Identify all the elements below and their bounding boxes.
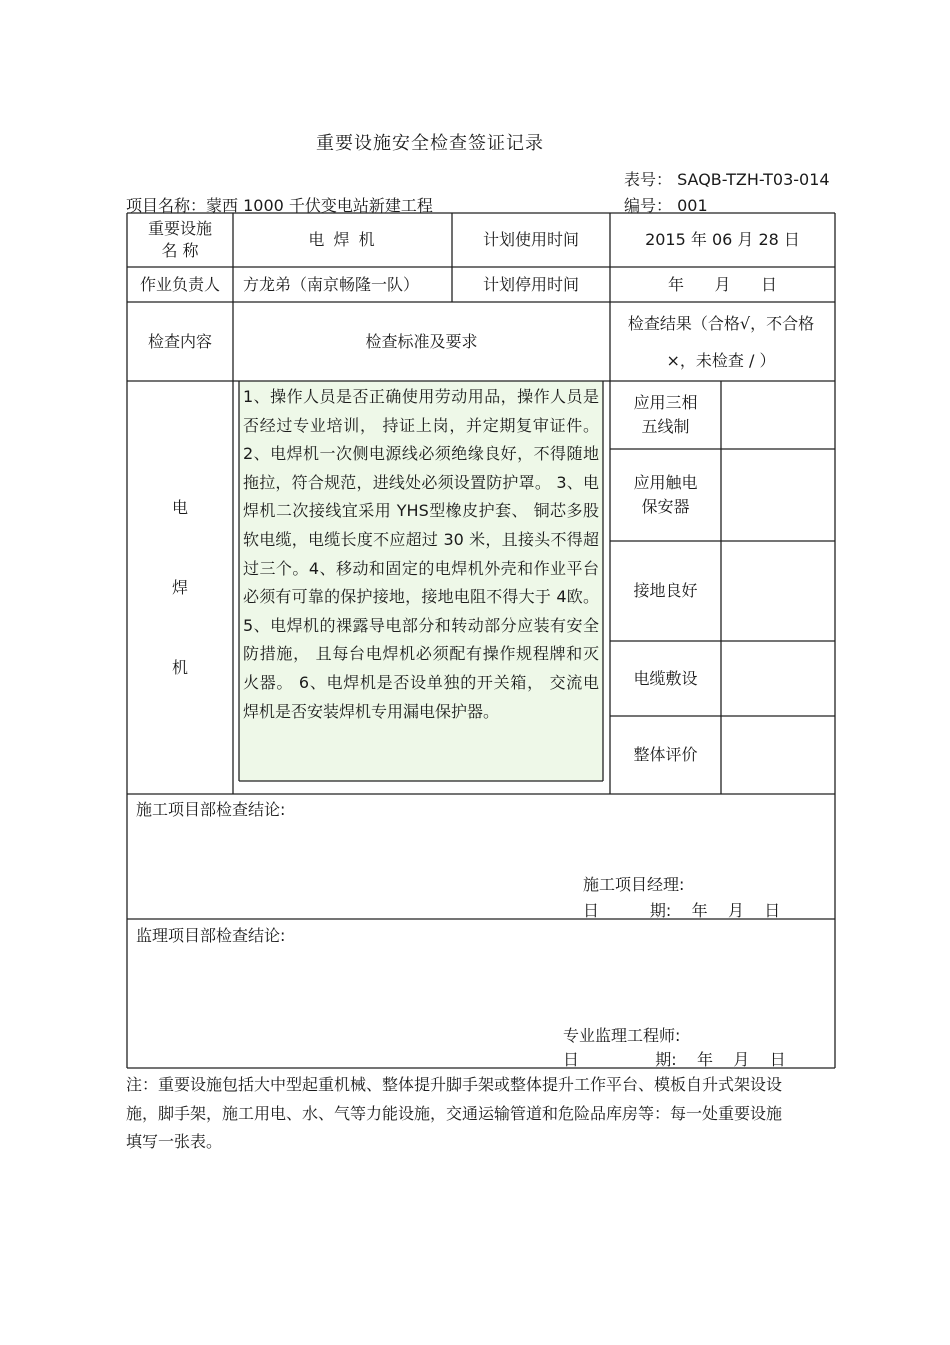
construction-conclusion-label: 施工项目部检查结论:	[136, 800, 286, 819]
construction-manager-label: 施工项目经理:	[583, 875, 685, 894]
supervision-engineer-label: 专业监理工程师:	[563, 1026, 681, 1045]
serial-number: 编号： 001	[624, 196, 708, 215]
planned-stop-label: 计划停用时间	[482, 274, 579, 294]
supervision-conclusion-label: 监理项目部检查结论:	[136, 926, 286, 945]
supervisor-value: 方龙弟（南京畅隆一队）	[243, 274, 420, 294]
check-item-overall-evaluation: 整体评价	[633, 745, 698, 764]
equipment-label	[127, 381, 233, 794]
check-item-cable-laying: 电缆敷设	[633, 668, 698, 688]
result-cell-grounding[interactable]	[721, 541, 835, 641]
result-cell-leakage-protector[interactable]	[721, 449, 835, 541]
planned-use-value: 2015 年 06 月 28 日	[645, 230, 800, 249]
form-number: 表号： SAQB-TZH-T03-014	[624, 170, 830, 189]
page-title: 重要设施安全检查签证记录	[316, 133, 544, 154]
facility-name-value: 电 焊 机	[308, 230, 377, 249]
check-item-three-phase: 应用三相 五线制	[633, 393, 698, 436]
equipment-char: 电	[171, 497, 188, 517]
result-header: 检查结果（合格√，不合格×，未检查 / ）	[627, 313, 815, 370]
equipment-char: 机	[171, 657, 188, 677]
result-cell-overall-evaluation[interactable]	[721, 716, 835, 794]
result-cell-cable-laying[interactable]	[721, 641, 835, 716]
inspection-standards-text: 1、操作人员是否正确使用劳动用品，操作人员是否经过专业培训， 持证上岗，并定期复审证件。 2、电焊机一次侧电源线必须绝缘良好，不得随地拖拉，符合规范，进线处必须设置防护罩。 3、电焊机二次接线宜采用 YHS型橡皮护套、 铜芯多股软电缆，电缆长度不应超过 30 米，且接头不得超过三个。4、移动和固定的电焊机外壳和作业平台必须有可靠的保护接地，接地电阻不得大于 4欧。5、电焊机的裸露导电部分和转动部分应装有安全防措施， 且每台电焊机必须配有操作规程牌和灭火器。 6、电焊机是否设单独的开关箱， 交流电焊机是否安装焊机专用漏电保护器。	[243, 387, 599, 721]
check-item-grounding: 接地良好	[633, 581, 698, 600]
planned-use-label: 计划使用时间	[482, 230, 579, 249]
footnote: 注：重要设施包括大中型起重机械、整体提升脚手架或整体提升工作平台、模板自升式架设设施，脚手架，施工用电、水、气等力能设施，交通运输管道和危险品库房等：每一处重要设施填写一张表。	[126, 1075, 783, 1151]
standards-header: 检查标准及要求	[365, 331, 478, 351]
planned-stop-value: 年 月 日	[667, 274, 778, 294]
result-cell-three-phase[interactable]	[721, 381, 835, 449]
check-content-header: 检查内容	[147, 331, 212, 351]
equipment-char: 焊	[171, 577, 188, 597]
supervisor-label: 作业负责人	[139, 274, 220, 294]
check-item-leakage-protector: 应用触电 保安器	[633, 473, 698, 516]
project-name: 项目名称：蒙西 1000 千伏变电站新建工程	[126, 196, 433, 215]
construction-date-label: 日 期: 年 月 日	[583, 901, 781, 920]
facility-name-label: 重要设施 名 称	[147, 219, 212, 260]
supervision-date-label: 日 期: 年 月 日	[563, 1050, 786, 1069]
